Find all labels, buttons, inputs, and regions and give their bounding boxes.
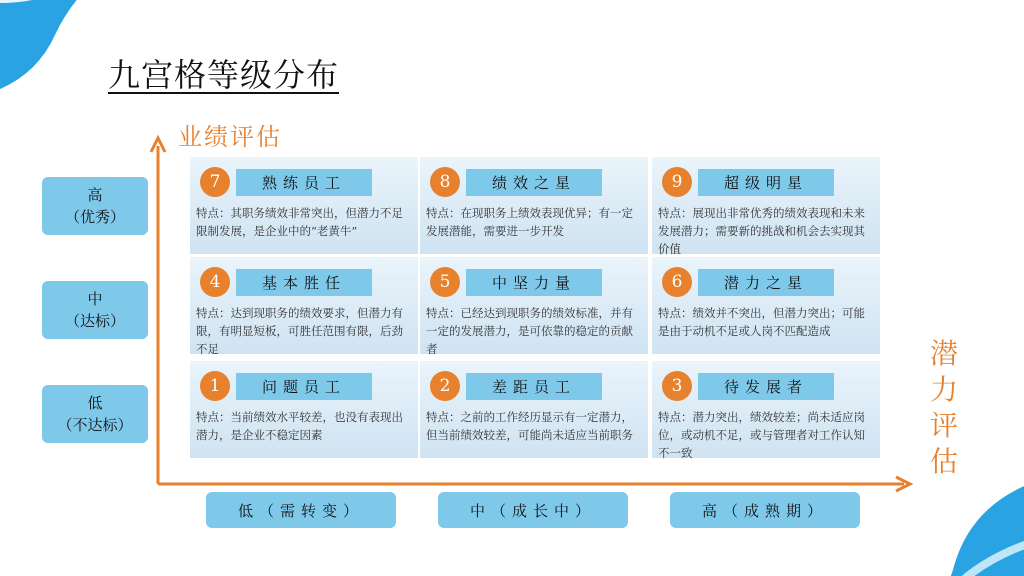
side-label-high [42, 177, 148, 235]
y-axis-arrow [151, 138, 165, 484]
cell-number-badge: 3 [662, 371, 692, 401]
cell-description: 特点：已经达到现职务的绩效标准，并有一定的发展潜力，是可依靠的稳定的贡献者 [426, 306, 633, 356]
cell-number-badge: 4 [200, 267, 230, 297]
grid-cell-3 [652, 361, 880, 458]
grid-cell-9 [652, 157, 880, 254]
cell-number-badge: 6 [662, 267, 692, 297]
cell-description: 特点：展现出非常优秀的绩效表现和未来发展潜力；需要新的挑战和机会去实现其价值 [658, 206, 865, 256]
cell-description: 特点：在现职务上绩效表现优异；有一定发展潜能，需要进一步开发 [426, 206, 633, 238]
side-note: （达标） [64, 312, 125, 330]
y-axis-label: 业绩评估 [178, 123, 282, 151]
cell-label: 待发展者 [698, 373, 834, 400]
side-note: （优秀） [64, 208, 125, 226]
cell-label: 中坚力量 [466, 269, 602, 296]
cell-number-badge: 8 [430, 167, 460, 197]
cell-number-badge: 5 [430, 267, 460, 297]
grid-cell-4 [190, 257, 418, 354]
cell-number-badge: 9 [662, 167, 692, 197]
cell-number-badge: 7 [200, 167, 230, 197]
side-level: 高 [87, 186, 103, 204]
cell-label: 基本胜任 [236, 269, 372, 296]
cell-number-badge: 1 [200, 371, 230, 401]
side-label-low [42, 385, 148, 443]
cell-description: 特点：潜力突出，绩效较差；尚未适应岗位，或动机不足，或与管理者对工作认知不一致 [658, 410, 865, 460]
side-note: （不达标） [57, 416, 133, 434]
bottom-label-high: 高（成熟期） [670, 492, 860, 528]
cell-description: 特点：之前的工作经历显示有一定潜力，但当前绩效较差，可能尚未适应当前职务 [426, 410, 633, 442]
side-label-medium [42, 281, 148, 339]
grid-cell-2 [420, 361, 648, 458]
page-title: 九宫格等级分布 [108, 56, 340, 94]
side-level: 低 [87, 394, 103, 412]
cell-label: 绩效之星 [466, 169, 602, 196]
corner-decoration-bottom-right [904, 476, 1024, 576]
bottom-label-medium: 中（成长中） [438, 492, 628, 528]
cell-number-badge: 2 [430, 371, 460, 401]
bottom-label-low: 低（需转变） [206, 492, 396, 528]
x-axis-arrow [158, 477, 910, 491]
cell-label: 问题员工 [236, 373, 372, 400]
cell-label: 潜力之星 [698, 269, 834, 296]
grid-cell-5 [420, 257, 648, 354]
cell-description: 特点：当前绩效水平较差，也没有表现出潜力，是企业不稳定因素 [196, 410, 403, 442]
grid-cell-1 [190, 361, 418, 458]
grid-cell-7 [190, 157, 418, 254]
cell-label: 熟练员工 [236, 169, 372, 196]
cell-label: 差距员工 [466, 373, 602, 400]
cell-description: 特点：绩效并不突出，但潜力突出；可能是由于动机不足或人岗不匹配造成 [658, 306, 865, 338]
x-axis-label: 潜力评估 [929, 337, 958, 478]
side-level: 中 [87, 290, 103, 308]
cell-label: 超级明星 [698, 169, 834, 196]
grid-cell-8 [420, 157, 648, 254]
grid-cell-6 [652, 257, 880, 354]
cell-description: 特点：达到现职务的绩效要求，但潜力有限，有明显短板，可胜任范围有限，后劲不足 [196, 306, 403, 356]
cell-description: 特点：其职务绩效非常突出，但潜力不足限制发展，是企业中的“老黄牛” [196, 206, 403, 238]
